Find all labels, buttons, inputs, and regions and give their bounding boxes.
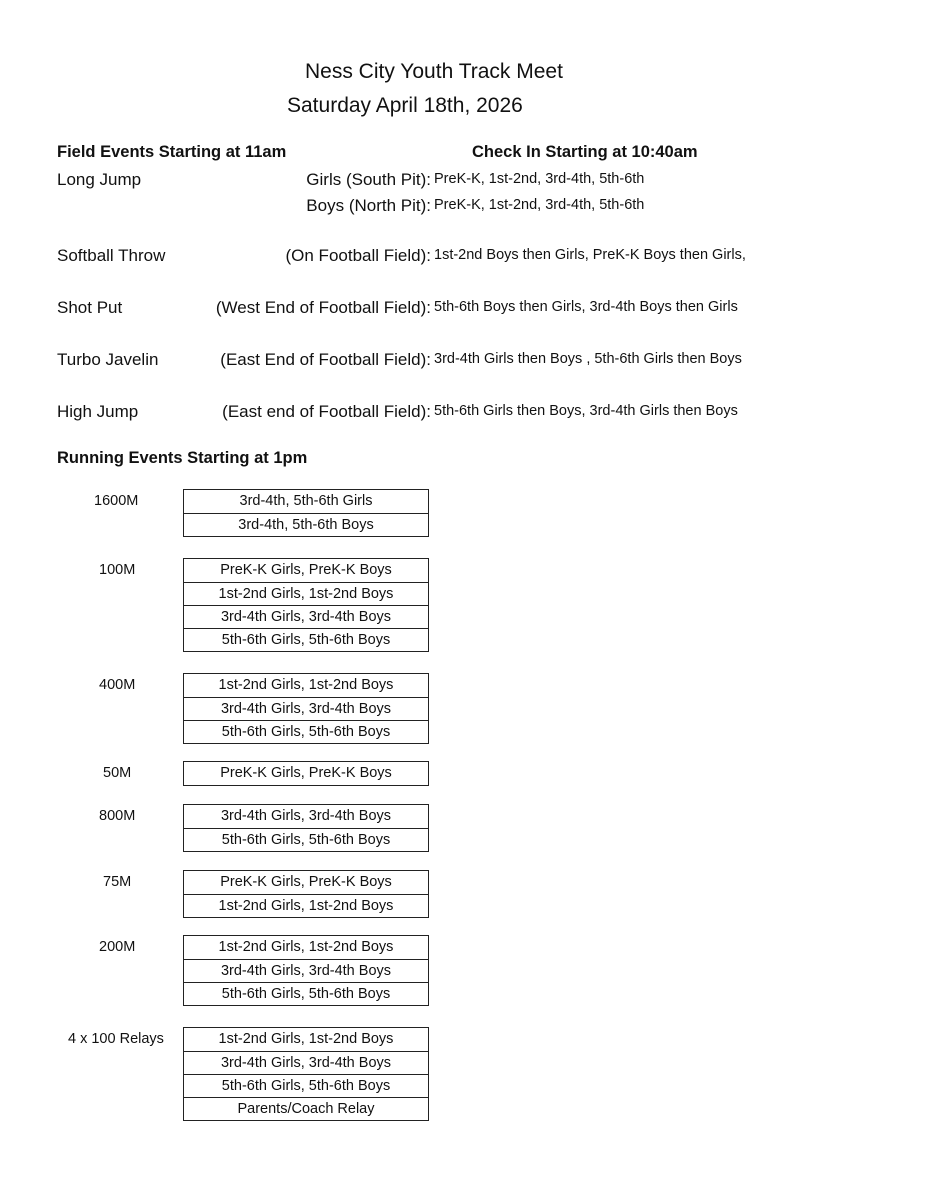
event-groups-box bbox=[183, 1027, 429, 1121]
field-events-heading: Field Events Starting at 11am bbox=[57, 143, 287, 161]
group-row: 3rd-4th Girls, 3rd-4th Boys bbox=[184, 697, 428, 720]
event-groups-box bbox=[183, 804, 429, 852]
group-row: 3rd-4th Girls, 3rd-4th Boys bbox=[220, 808, 392, 824]
group-row: 3rd-4th, 5th-6th Girls bbox=[239, 493, 373, 509]
running-events-heading: Running Events Starting at 1pm bbox=[57, 449, 308, 467]
group-row: 5th-6th Girls, 5th-6th Boys bbox=[184, 628, 428, 651]
group-row: 3rd-4th Girls, 3rd-4th Boys bbox=[184, 605, 428, 628]
event-label: 800M bbox=[99, 808, 136, 824]
shot-put-groups: 5th-6th Boys then Girls, 3rd-4th Boys then Girls bbox=[434, 299, 738, 315]
group-row: 1st-2nd Girls, 1st-2nd Boys bbox=[218, 677, 394, 693]
turbo-javelin-name: Turbo Javelin bbox=[57, 350, 159, 369]
long-jump-boys-groups: PreK-K, 1st-2nd, 3rd-4th, 5th-6th bbox=[434, 197, 645, 213]
group-row: 3rd-4th, 5th-6th Boys bbox=[184, 513, 428, 536]
event-groups-box bbox=[183, 761, 429, 786]
event-label: 200M bbox=[99, 939, 136, 955]
page-title: Ness City Youth Track Meet bbox=[305, 60, 563, 83]
group-row: 5th-6th Girls, 5th-6th Boys bbox=[184, 720, 428, 743]
event-label: 100M bbox=[99, 562, 136, 578]
event-label: 400M bbox=[99, 677, 136, 693]
softball-throw-groups: 1st-2nd Boys then Girls, PreK-K Boys then Girls, bbox=[434, 247, 746, 263]
event-groups-box bbox=[183, 489, 429, 537]
event-groups-box bbox=[183, 935, 429, 1006]
group-row: 1st-2nd Girls, 1st-2nd Boys bbox=[184, 894, 428, 917]
group-row: 5th-6th Girls, 5th-6th Boys bbox=[184, 1074, 428, 1097]
event-label: 50M bbox=[103, 765, 132, 781]
long-jump-boys-location: Boys (North Pit): bbox=[306, 196, 431, 215]
long-jump-name: Long Jump bbox=[57, 170, 142, 189]
group-row: Parents/Coach Relay bbox=[184, 1097, 428, 1120]
shot-put-location: (West End of Football Field): bbox=[215, 298, 431, 317]
shot-put-name: Shot Put bbox=[57, 298, 123, 317]
event-label: 1600M bbox=[94, 493, 139, 509]
turbo-javelin-groups: 3rd-4th Girls then Boys , 5th-6th Girls then Boys bbox=[434, 351, 742, 367]
group-row: PreK-K Girls, PreK-K Boys bbox=[220, 874, 392, 890]
high-jump-groups: 5th-6th Girls then Boys, 3rd-4th Girls then Boys bbox=[434, 403, 738, 419]
event-groups-box bbox=[183, 558, 429, 652]
group-row: PreK-K Girls, PreK-K Boys bbox=[220, 765, 392, 781]
group-row: 3rd-4th Girls, 3rd-4th Boys bbox=[184, 959, 428, 982]
group-row: 5th-6th Girls, 5th-6th Boys bbox=[184, 828, 428, 851]
turbo-javelin-location: (East End of Football Field): bbox=[220, 350, 431, 369]
group-row: 1st-2nd Girls, 1st-2nd Boys bbox=[218, 1031, 394, 1047]
group-row: 1st-2nd Girls, 1st-2nd Boys bbox=[218, 939, 394, 955]
group-row: 1st-2nd Girls, 1st-2nd Boys bbox=[184, 582, 428, 605]
group-row: 5th-6th Girls, 5th-6th Boys bbox=[184, 982, 428, 1005]
meet-date: Saturday April 18th, 2026 bbox=[287, 94, 523, 117]
high-jump-name: High Jump bbox=[57, 402, 139, 421]
long-jump-girls-groups: PreK-K, 1st-2nd, 3rd-4th, 5th-6th bbox=[434, 171, 645, 187]
long-jump-girls-location: Girls (South Pit): bbox=[306, 170, 431, 189]
event-label: 4 x 100 Relays bbox=[68, 1031, 164, 1047]
softball-throw-location: (On Football Field): bbox=[285, 246, 431, 265]
check-in-heading: Check In Starting at 10:40am bbox=[472, 143, 698, 161]
softball-throw-name: Softball Throw bbox=[57, 246, 166, 265]
event-groups-box bbox=[183, 673, 429, 744]
event-groups-box bbox=[183, 870, 429, 918]
group-row: PreK-K Girls, PreK-K Boys bbox=[220, 562, 392, 578]
high-jump-location: (East end of Football Field): bbox=[222, 402, 431, 421]
event-label: 75M bbox=[103, 874, 132, 890]
group-row: 3rd-4th Girls, 3rd-4th Boys bbox=[184, 1051, 428, 1074]
